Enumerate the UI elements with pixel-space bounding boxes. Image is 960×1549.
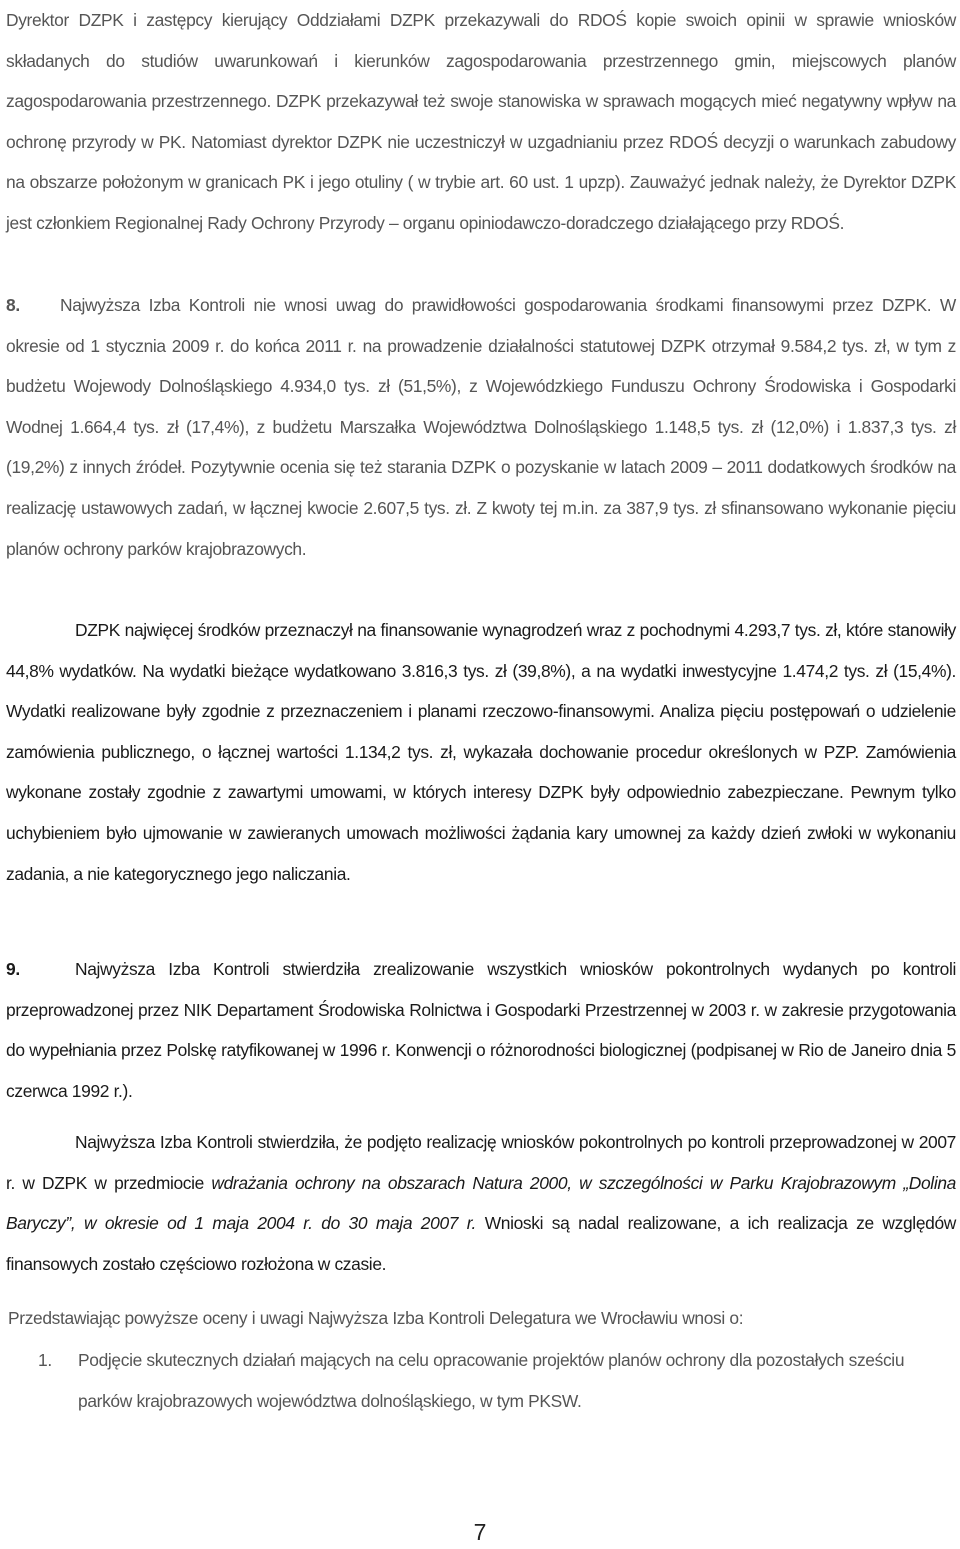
paragraph-natura-2000	[6, 1122, 956, 1284]
section-number: 9.	[6, 959, 20, 979]
paragraph-italic-text: wdrażania ochrony na obszarach Natura 2000, w szczególności w Parku Krajobrazowym „Dolina Baryczy”, w okresie od 1 maja 2004 r. do 30 maja 2007 r.	[6, 1172, 956, 1234]
paragraph-text: Najwyższa Izba Kontroli stwierdziła zrealizowanie wszystkich wniosków pokontrolnych wydanych po kontroli przeprowadzonej przez NIK Departament Środowiska Rolnictwa i Gospodarki Przestrzennej w 2003 r. w zakresie przygotowania do wypełniania przez Polskę ratyfikowanej w 1996 r. Konwencji o różnorodności biologicznej (podpisanej w Rio de Janeiro dnia 5 czerwca 1992 r.).	[6, 959, 956, 1101]
recommendations-intro: Przedstawiając powyższe oceny i uwagi Najwyższa Izba Kontroli Delegatura we Wrocławiu wnosi o:	[8, 1308, 744, 1328]
paragraph-text: Najwyższa Izba Kontroli stwierdziła, że podjęto realizację wniosków pokontrolnych po kontroli przeprowadzonej w 2007 r. w DZPK w przedmiocie	[6, 1132, 956, 1193]
section-number: 8.	[6, 295, 20, 315]
paragraph-text-end: Wnioski są nadal realizowane, a ich realizacja ze względów finansowych zostało częściowo rozłożona w czasie.	[6, 1213, 956, 1274]
page-number: 7	[473, 1519, 487, 1545]
paragraph-expenditures	[6, 610, 956, 894]
recommendation-text: Podjęcie skutecznych działań mających na celu opracowanie projektów planów ochrony dla pozostałych sześciu parków krajobrazowych województwa dolnośląskiego, w tym PKSW.	[78, 1350, 905, 1411]
paragraph-9-recommendations	[6, 949, 956, 1111]
recommendation-item	[38, 1340, 958, 1411]
paragraph-text: Najwyższa Izba Kontroli nie wnosi uwag do prawidłowości gospodarowania środkami finansowymi przez DZPK. W okresie od 1 stycznia 2009 r. do końca 2011 r. na prowadzenie działalności statutowej DZPK otrzymał 9.584,2 tys. zł, w tym z budżetu Wojewody Dolnośląskiego 4.934,0 tys. zł (51,5%), z Wojewódzkiego Funduszu Ochrony Środowiska i Gospodarki Wodnej 1.664,4 tys. zł (17,4%), z budżetu Marszałka Województwa Dolnośląskiego 1.148,5 tys. zł (12,0%) i 1.837,3 tys. zł (19,2%) z innych źródeł. Pozytywnie ocenia się też starania DZPK o pozyskanie w latach 2009 – 2011 dodatkowych środków na realizację ustawowych zadań, w łącznej kwocie 2.607,5 tys. zł. Z kwoty tej m.in. za 387,9 tys. zł sfinansowano wykonanie pięciu planów ochrony parków krajobrazowych.	[6, 295, 956, 559]
paragraph-8-finances	[6, 285, 956, 569]
paragraph-text: Dyrektor DZPK i zastępcy kierujący Oddziałami DZPK przekazywali do RDOŚ kopie swoich opinii w sprawie wniosków składanych do studiów uwarunkowań i kierunków zagospodarowania przestrzennego gmin, miejscowych planów zagospodarowania przestrzennego. DZPK przekazywał też swoje stanowiska w sprawach mogących mieć negatywny wpływ na ochronę przyrody w PK. Natomiast dyrektor DZPK nie uczestniczył w uzgadnianiu przez RDOŚ decyzji o warunkach zabudowy na obszarze położonym w granicach PK i jego otuliny ( w trybie art. 60 ust. 1 upzp). Zauważyć jednak należy, że Dyrektor DZPK jest członkiem Regionalnej Rady Ochrony Przyrody – organu opiniodawczo-doradczego działającego przy RDOŚ.	[6, 10, 956, 233]
paragraph-text: DZPK najwięcej środków przeznaczył na finansowanie wynagrodzeń wraz z pochodnymi 4.293,7 tys. zł, które stanowiły 44,8% wydatków. Na wydatki bieżące wydatkowano 3.816,3 tys. zł (39,8%), a na wydatki inwestycyjne 1.474,2 tys. zł (15,4%). Wydatki realizowane były zgodnie z przeznaczeniem i planami rzeczowo-finansowymi. Analiza pięciu postępowań o udzielenie zamówienia publicznego, o łącznej wartości 1.134,2 tys. zł, wykazała dochowanie procedur określonych w PZP. Zamówienia wykonane zostały zgodnie z zawartymi umowami, w których interesy DZPK były odpowiednio zabezpieczane. Pewnym tylko uchybieniem było ujmowanie w zawieranych umowach możliwości żądania kary umownej za każdy dzień zwłoki w wykonaniu zadania, a nie kategorycznego jego naliczania.	[6, 620, 956, 884]
paragraph-opinions	[6, 0, 956, 244]
recommendation-number: 1.	[38, 1350, 52, 1370]
